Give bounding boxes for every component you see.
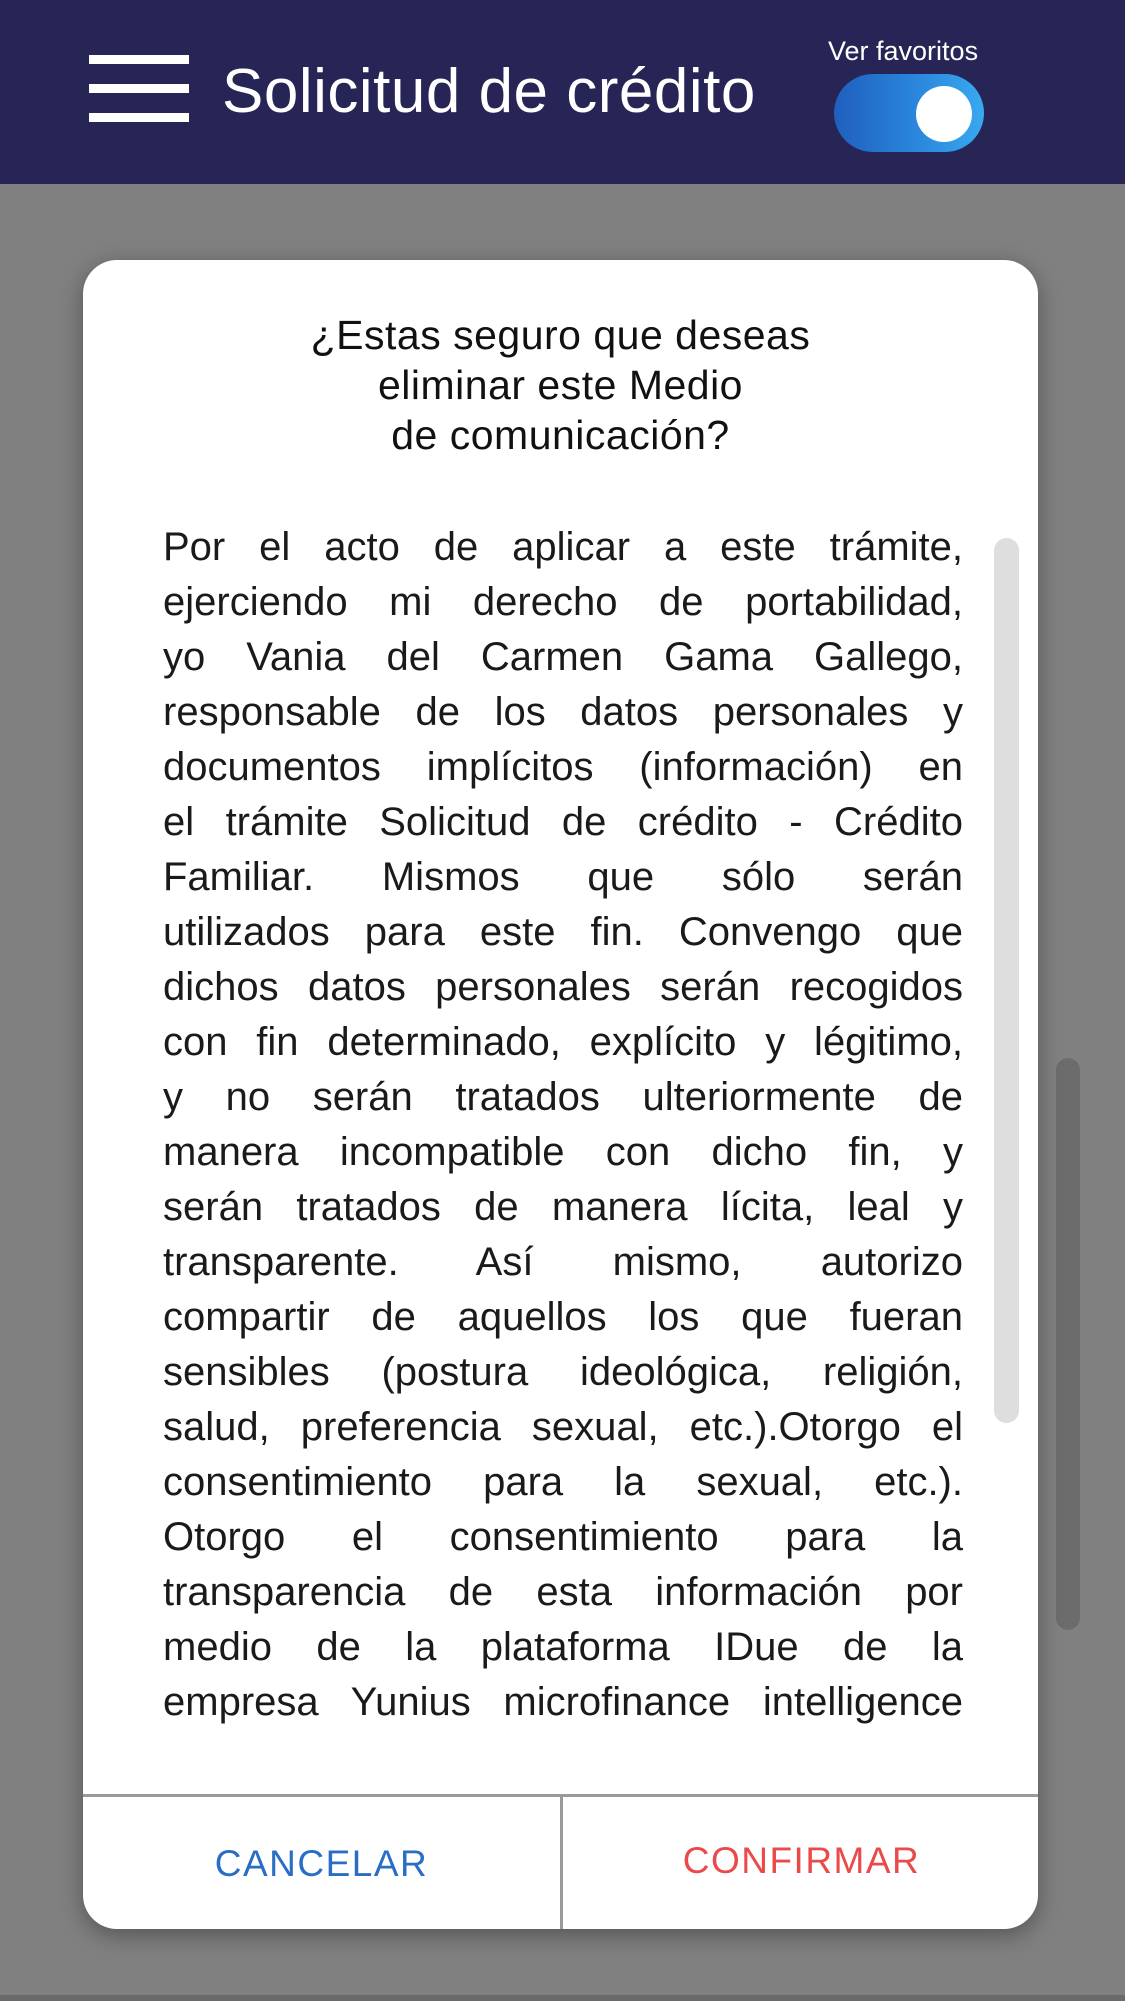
dialog-title-line: eliminar este Medio — [378, 362, 743, 408]
terms-line: con fin determinado, explícito y légitimo, — [163, 1020, 963, 1064]
terms-line: utilizados para este fin. Convengo que — [163, 910, 963, 954]
terms-line: y no serán tratados ulteriormente de — [163, 1075, 963, 1119]
terms-line: transparencia de esta información por — [163, 1570, 963, 1614]
dialog-button-bar — [83, 1794, 1038, 1929]
app-header — [0, 0, 1125, 184]
terms-line: Familiar. Mismos que sólo serán — [163, 855, 963, 899]
terms-line: empresa Yunius microfinance intelligence — [163, 1680, 963, 1724]
terms-line: ejerciendo mi derecho de portabilidad, — [163, 580, 963, 624]
favorites-toggle-label: Ver favoritos — [828, 36, 979, 66]
terms-line: consentimiento para la sexual, etc.). — [163, 1460, 963, 1504]
terms-line: documentos implícitos (información) en — [163, 745, 963, 789]
terms-line: medio de la plataforma IDue de la — [163, 1625, 963, 1669]
terms-line: compartir de aquellos los que fueran — [163, 1295, 963, 1339]
dialog-title-line: de comunicación? — [391, 412, 730, 458]
terms-line: yo Vania del Carmen Gama Gallego, — [163, 635, 963, 679]
menu-bar-middle — [89, 84, 189, 93]
terms-line: dichos datos personales serán recogidos — [163, 965, 963, 1009]
toggle-knob — [916, 86, 972, 142]
terms-line: Otorgo el consentimiento para la — [163, 1515, 963, 1559]
terms-line: transparente. Así mismo, autorizo — [163, 1240, 963, 1284]
terms-line: responsable de los datos personales y — [163, 690, 963, 734]
terms-line: sensibles (postura ideológica, religión, — [163, 1350, 963, 1394]
terms-line: manera incompatible con dicho fin, y — [163, 1130, 963, 1174]
menu-bar-top — [89, 55, 189, 64]
confirm-button[interactable]: CONFIRMAR — [563, 1797, 1038, 1929]
menu-bar-bottom — [89, 113, 189, 122]
bottom-edge — [0, 1995, 1125, 2001]
terms-line: Por el acto de aplicar a este trámite, — [163, 525, 963, 569]
hamburger-menu-icon[interactable] — [89, 55, 189, 123]
cancel-button[interactable]: CANCELAR — [83, 1797, 560, 1929]
terms-line: salud, preferencia sexual, etc.).Otorgo el — [163, 1405, 963, 1449]
terms-scrollbar[interactable] — [994, 538, 1019, 1423]
page-title: Solicitud de crédito — [222, 57, 756, 126]
page-scrollbar[interactable] — [1056, 1058, 1080, 1630]
terms-line: el trámite Solicitud de crédito - Crédito — [163, 800, 963, 844]
terms-line: serán tratados de manera lícita, leal y — [163, 1185, 963, 1229]
dialog-title-line: ¿Estas seguro que deseas — [310, 312, 811, 358]
delete-confirmation-dialog — [83, 260, 1038, 1929]
favorites-toggle[interactable] — [834, 74, 984, 152]
dialog-title — [83, 310, 1038, 460]
terms-text — [163, 520, 963, 1929]
